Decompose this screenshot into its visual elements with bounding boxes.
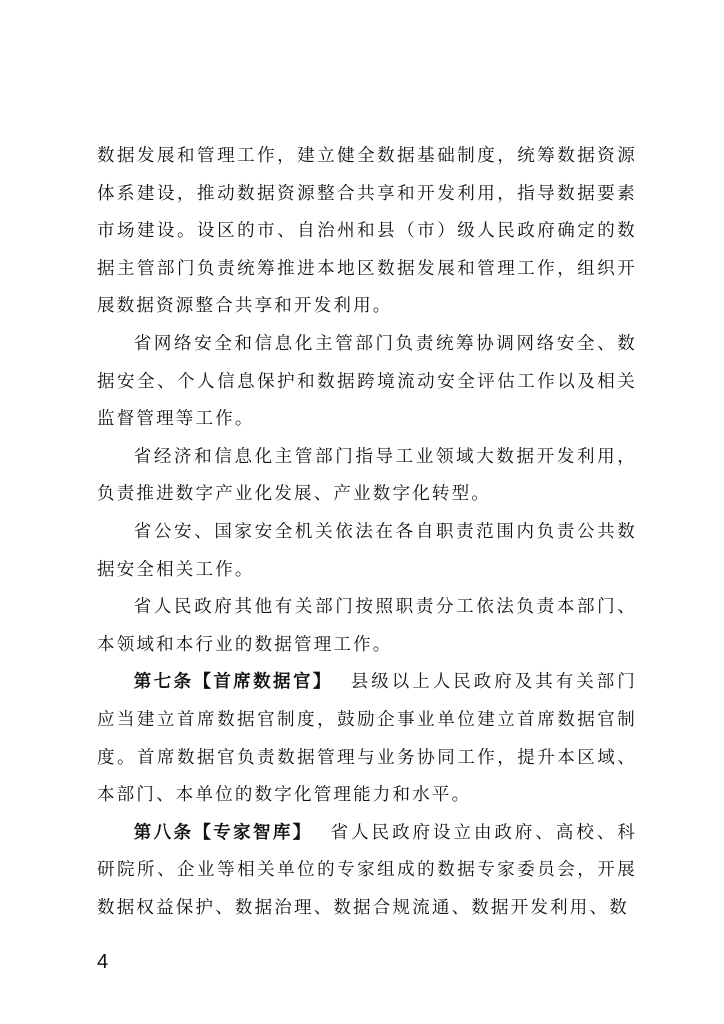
paragraph-security-authority (97, 514, 637, 589)
paragraph-cyberspace-authority (97, 326, 637, 439)
paragraph-text: 数据发展和管理工作，建立健全数据基础制度，统筹数据资源体系建设，推动数据资源整合共享和开发利用，指导数据要素市场建设。设区的市、自治州和县（市）级人民政府确定的数据主管部门负责统筹推进本地区数据发展和管理工作，组织开展数据资源整合共享和开发利用。 (97, 146, 637, 317)
body-text (97, 138, 637, 927)
paragraph-continued (97, 138, 637, 326)
article-7-text: 县级以上人民政府及其有关部门应当建立首席数据官制度，鼓励企事业单位建立首席数据官制度。首席数据官负责数据管理与业务协同工作，提升本区域、本部门、本单位的数字化管理能力和水平。 (97, 672, 637, 806)
paragraph-other-departments (97, 589, 637, 664)
article-7-title: 第七条【首席数据官】 (133, 672, 333, 693)
article-7 (97, 664, 637, 814)
paragraph-text: 省网络安全和信息化主管部门负责统筹协调网络安全、数据安全、个人信息保护和数据跨境流动安全评估工作以及相关监督管理等工作。 (97, 333, 637, 430)
paragraph-economy-authority (97, 439, 637, 514)
page-number: 4 (97, 951, 109, 973)
paragraph-text: 省经济和信息化主管部门指导工业领域大数据开发利用，负责推进数字产业化发展、产业数字化转型。 (97, 446, 637, 505)
article-8 (97, 815, 637, 928)
article-8-title: 第八条【专家智库】 (133, 822, 313, 843)
paragraph-text: 省人民政府其他有关部门按照职责分工依法负责本部门、本领域和本行业的数据管理工作。 (97, 597, 637, 655)
article-8-text: 省人民政府设立由政府、高校、科研院所、企业等相关单位的专家组成的数据专家委员会，开展数据权益保护、数据治理、数据合规流通、数据开发利用、数 (97, 822, 638, 918)
paragraph-text: 省公安、国家安全机关依法在各自职责范围内负责公共数据安全相关工作。 (97, 521, 637, 580)
